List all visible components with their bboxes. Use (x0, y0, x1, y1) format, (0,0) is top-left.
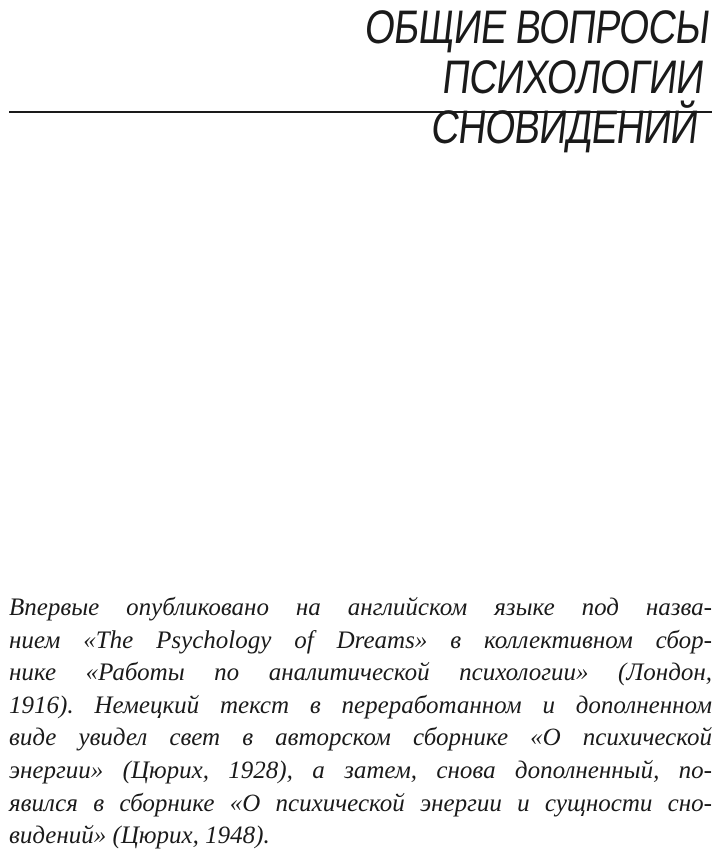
note-line-2: нием «The Psychology of Dreams» в коллективном сбор- (9, 626, 712, 654)
note-line-5: виде увидел свет в авторском сборнике «О психической (9, 724, 712, 752)
note-line-8: видений» (Цюрих, 1948). (9, 822, 270, 850)
note-line-4: 1916). Немецкий текст в переработанном и дополненном (9, 691, 712, 719)
title-rule (9, 111, 712, 113)
chapter-title (121, 2, 712, 152)
chapter-title-line-2: СНОВИДЕНИЙ (428, 100, 701, 153)
chapter-title-line-1: ОБЩИЕ ВОПРОСЫ ПСИХОЛОГИИ (362, 0, 713, 103)
note-line-7: явился в сборнике «О психической энергии и сущности сно- (9, 789, 712, 817)
note-line-6: энергии» (Цюрих, 1928), а затем, снова дополненный, по- (9, 756, 712, 784)
note-line-3: нике «Работы по аналитической психологии» (Лондон, (9, 659, 712, 687)
note-line-1: Впервые опубликовано на английском языке под назва- (9, 594, 712, 621)
publication-note (9, 592, 712, 853)
